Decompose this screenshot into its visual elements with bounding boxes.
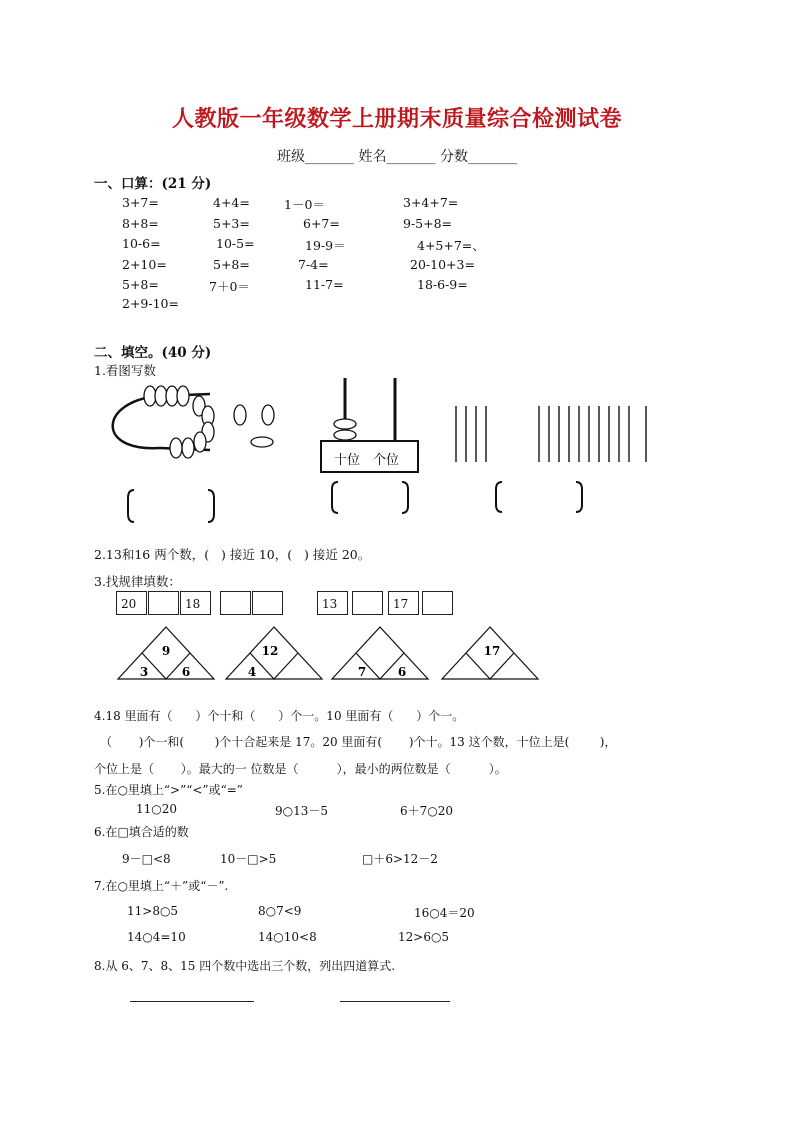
triangle-top: 17: [483, 644, 501, 658]
q3-label: 3.找规律填数：: [94, 574, 181, 589]
section2-heading: 二、填空。(40 分): [94, 345, 212, 361]
pattern-cell: [148, 591, 179, 615]
q8-label: 8.从 6、7、8、15 四个数中选出三个数，列出四道算式.: [94, 959, 396, 973]
calc-item: 1－0＝: [284, 197, 325, 212]
calc-item: 5+8=: [122, 277, 159, 292]
operator-item: 8○7<9: [258, 904, 302, 918]
pattern-cell: 13: [317, 591, 348, 615]
abacus-ones-label: 个位: [373, 453, 400, 468]
q5-label: 5.在○里填上“>”“<”或“=”: [94, 783, 243, 797]
compare-item: 6＋7○20: [400, 804, 454, 818]
pattern-cell: [422, 591, 453, 615]
q6-label: 6.在□填合适的数: [94, 825, 189, 839]
calc-item: 3+7=: [122, 195, 159, 210]
q4-line3: 个位上是（ ）。最大的一 位数是（ ），最小的两位数是（ ）。: [94, 762, 507, 776]
calc-item: 2+10=: [122, 257, 167, 272]
section1-heading: 一、口算：(21 分): [94, 176, 212, 192]
calc-item: 7＋0＝: [209, 279, 250, 294]
calc-item: 6+7=: [303, 216, 340, 231]
calc-item: 20-10+3=: [410, 257, 475, 272]
operator-item: 16○4＝20: [414, 906, 475, 920]
triangle-right: 6: [181, 665, 191, 679]
page-title: 人教版一年级数学上册期末质量综合检测试卷: [171, 106, 622, 132]
calc-item: 19-9＝: [305, 238, 346, 253]
triangle-top: 12: [261, 644, 279, 658]
calc-item: 2+9-10=: [122, 296, 179, 311]
operator-item: 12>6○5: [398, 930, 450, 944]
number-triangles: [110, 624, 550, 684]
abacus-tens-label: 十位: [334, 453, 361, 468]
triangle-top: 9: [161, 644, 171, 658]
operator-item: 14○4=10: [127, 930, 186, 944]
calc-item: 4+4=: [213, 195, 250, 210]
calc-item: 10-5=: [216, 236, 255, 251]
operator-item: 14○10<8: [258, 930, 317, 944]
answer-line: [340, 1001, 450, 1002]
pattern-cell: 20: [116, 591, 147, 615]
pattern-cell: [220, 591, 251, 615]
compare-item: 9○13－5: [275, 804, 329, 818]
triangle-left: 7: [357, 665, 367, 679]
calc-item: 11-7=: [305, 277, 344, 292]
fill-box-item: □＋6>12－2: [362, 852, 438, 866]
calc-item: 9-5+8=: [403, 216, 453, 231]
q7-label: 7.在○里填上“＋”或“－”.: [94, 879, 229, 893]
calc-item: 5+3=: [213, 216, 250, 231]
calc-item: 5+8=: [213, 257, 250, 272]
abacus-picture: [318, 374, 428, 520]
q4-line1: 4.18 里面有（ ）个十和（ ）个一。10 里面有（ ）个一。: [94, 709, 465, 723]
calc-item: 3+4+7=: [403, 195, 459, 210]
fill-box-item: 10－□>5: [220, 852, 277, 866]
calc-item: 7-4=: [298, 257, 329, 272]
fill-box-item: 9－□<8: [122, 852, 171, 866]
pattern-cell: 17: [388, 591, 419, 615]
beads-string-picture: [100, 378, 290, 528]
pattern-cell: [252, 591, 283, 615]
pattern-cell: [352, 591, 383, 615]
pattern-cell: 18: [180, 591, 211, 615]
compare-item: 11○20: [136, 802, 178, 816]
triangle-right: 6: [397, 665, 407, 679]
calc-item: 8+8=: [122, 216, 159, 231]
answer-line: [130, 1001, 254, 1002]
q1-label: 1.看图写数: [94, 363, 156, 378]
calc-item: 18-6-9=: [417, 277, 468, 292]
operator-item: 11>8○5: [127, 904, 179, 918]
q2-text: 2.13和16 两个数，( ) 接近 10，( ) 接近 20。: [94, 547, 371, 562]
q4-line2: （ )个一和( )个十合起来是 17。20 里面有( )个十。13 这个数，十位上是( )，: [100, 735, 617, 749]
triangle-left: 4: [247, 665, 257, 679]
counting-sticks-picture: [448, 404, 658, 519]
student-info-line: 班级_______ 姓名_______ 分数_______: [277, 149, 517, 165]
calc-item: 4+5+7=、: [417, 238, 485, 253]
calc-item: 10-6=: [122, 236, 161, 251]
triangle-left: 3: [139, 665, 149, 679]
